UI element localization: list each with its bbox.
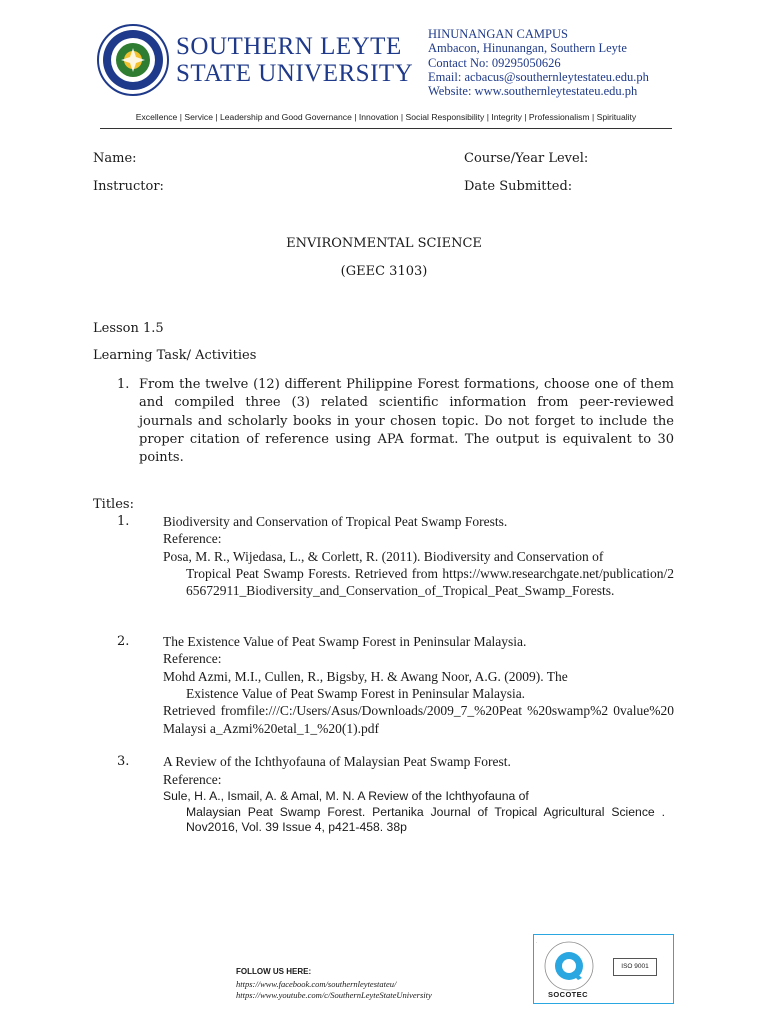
- iso-9001-label: ISO 9001: [613, 958, 657, 976]
- reference-citation-1: [163, 548, 674, 600]
- citation-2-first-line: Mohd Azmi, M.I., Cullen, R., Bigsby, H. & Awang Noor, A.G. (2009). The: [163, 669, 568, 684]
- date-submitted-label: Date Submitted:: [464, 179, 573, 194]
- reference-label-2: Reference:: [163, 651, 222, 666]
- course-code: (GEEC 3103): [340, 264, 428, 279]
- course-title: ENVIRONMENTAL SCIENCE: [286, 236, 482, 251]
- citation-3-first-line: Sule, H. A., Ismail, A. & Amal, M. N. A Review of the Ichthyofauna of: [163, 789, 529, 803]
- university-name-line1: SOUTHERN LEYTE: [176, 33, 402, 60]
- university-seal-logo: [97, 24, 169, 96]
- citation-2-second-line: Existence Value of Peat Swamp Forest in Peninsular Malaysia.: [186, 686, 526, 702]
- campus-website: Website: www.southernleytestateu.edu.ph: [428, 84, 638, 99]
- campus-contact-block: [428, 27, 649, 98]
- title-number-1: 1.: [117, 514, 130, 529]
- citation-3-rest: Malaysian Peat Swamp Forest. Pertanika Journal of Tropical Agricultural Science . Nov2016, Vol. 39 Issue 4, p421-458. 38p: [186, 804, 665, 835]
- title-number-2: 2.: [117, 634, 130, 649]
- reference-label-1: Reference:: [163, 531, 222, 546]
- title-number-3: 3.: [117, 754, 130, 769]
- campus-contact: Contact No: 09295050626: [428, 55, 561, 70]
- certification-badge: [533, 934, 674, 1004]
- task-heading: Learning Task/ Activities: [93, 348, 257, 363]
- title-2: The Existence Value of Peat Swamp Forest in Peninsular Malaysia.: [163, 634, 527, 649]
- title-1: Biodiversity and Conservation of Tropical Peat Swamp Forests.: [163, 514, 508, 529]
- campus-address: Ambacon, Hinunangan, Southern Leyte: [428, 41, 627, 56]
- citation-1-first-line: Posa, M. R., Wijedasa, L., & Corlett, R. (2011). Biodiversity and Conservation of: [163, 549, 604, 564]
- lesson-number: Lesson 1.5: [93, 321, 164, 336]
- header-divider: [100, 128, 672, 129]
- campus-email: Email: acbacus@southernleytestateu.edu.ph: [428, 69, 649, 84]
- cert-ring-text: [536, 942, 537, 943]
- university-name: [176, 33, 413, 87]
- youtube-link[interactable]: https://www.youtube.com/c/SouthernLeyteStateUniversity: [236, 990, 432, 1000]
- course-year-label: Course/Year Level:: [464, 151, 589, 166]
- socotec-wordmark: SOCOTEC: [548, 990, 588, 999]
- reference-citation-2: [163, 668, 674, 737]
- instruction-text: From the twelve (12) different Philippine Forest formations, choose one of them and compiled three (3) related scientific information from peer-reviewed journals and scholarly books in your chosen topic. Do not forget to include the proper citation of reference using APA format. The output is equivalent to 30 points.: [139, 377, 674, 466]
- titles-heading: Titles:: [93, 497, 134, 512]
- instructor-label: Instructor:: [93, 179, 164, 194]
- facebook-link[interactable]: https://www.facebook.com/southernleytestateu/: [236, 979, 397, 989]
- university-name-line2: STATE UNIVERSITY: [176, 60, 414, 87]
- title-3: A Review of the Ichthyofauna of Malaysian Peat Swamp Forest.: [163, 754, 511, 769]
- core-values-line: Excellence | Service | Leadership and Good Governance | Innovation | Social Responsibility | Integrity | Professionalism | Spirituality: [135, 112, 637, 122]
- reference-citation-3: [163, 789, 665, 836]
- campus-name: HINUNANGAN CAMPUS: [428, 27, 568, 41]
- citation-1-rest: Tropical Peat Swamp Forests. Retrieved from https://www.researchgate.net/publication/265672911_Biodiversity_and_Conservation_of_Tropical_Peat_Swamp_Forests.: [186, 566, 674, 599]
- instruction-number: 1.: [117, 377, 130, 392]
- name-label: Name:: [93, 151, 137, 166]
- reference-label-3: Reference:: [163, 772, 222, 787]
- follow-us-label: FOLLOW US HERE:: [236, 967, 312, 976]
- citation-2-rest: Retrieved fromfile:///C:/Users/Asus/Downloads/2009_7_%20Peat %20swamp%2 0value%20Malaysi a_Azmi%20etal_1_%20(1).pdf: [163, 703, 674, 736]
